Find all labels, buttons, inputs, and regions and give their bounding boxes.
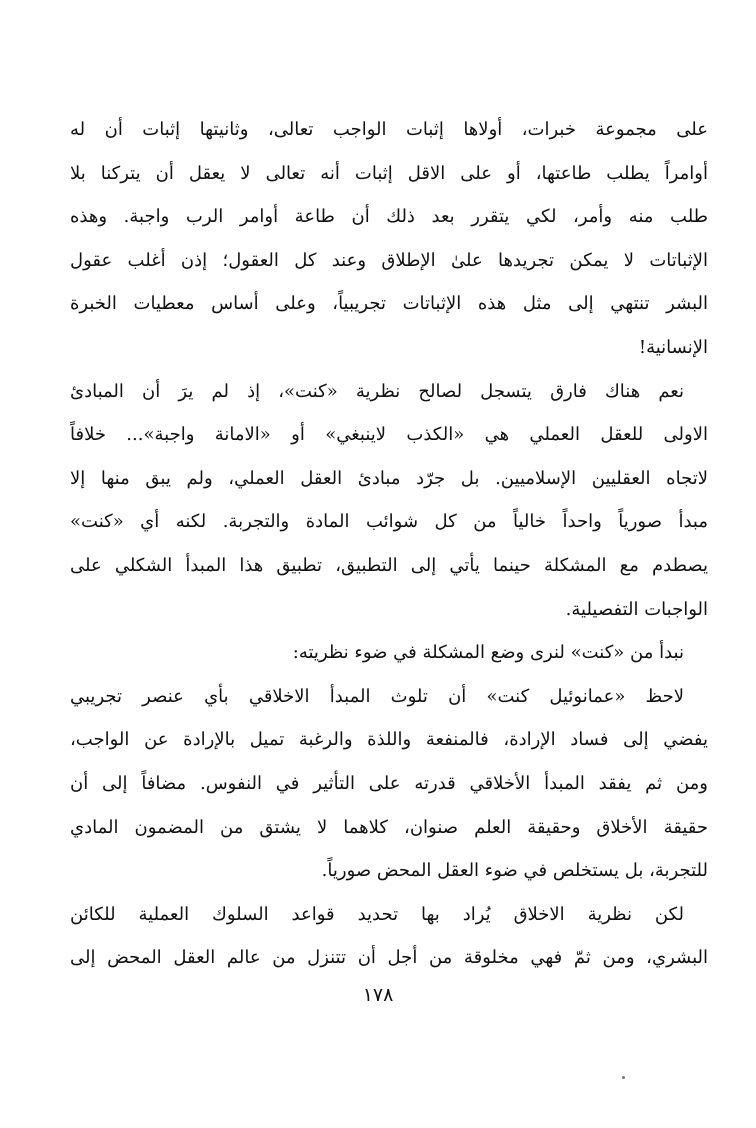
text-line: الواجبات التفصيلية. [565, 598, 708, 620]
text-line: للتجربة، بل يستخلص في ضوء العقل المحض صورياً. [321, 860, 708, 882]
text-line: ومن ثم يفقد المبدأ الأخلاقي قدرته على التأثير في النفوس. مضافاً إلى أن [70, 772, 708, 794]
scan-speck [622, 1076, 625, 1079]
text-line: يصطدم مع المشكلة حينما يأتي إلى التطبيق، تطبيق هذا المبدأ الشكلي على [70, 554, 708, 576]
text-line: البشري، ومن ثمّ فهي مخلوقة من أجل أن تتنزل من عالم العقل المحض إلى [70, 947, 708, 969]
text-line: الإنسانية! [638, 336, 708, 358]
paragraph-4 [70, 675, 708, 893]
page-number: ١٧٨ [362, 984, 394, 1006]
paragraph-1 [70, 108, 708, 370]
text-line: مبدأ صورياً واحداً خالياً من كل شوائب المادة والتجربة. لكنه أي «كنت» [70, 511, 708, 533]
text-line: حقيقة الأخلاق وحقيقة العلم صنوان، كلاهما لا يشتق من المضمون المادي [70, 816, 708, 838]
paragraph-5 [70, 893, 708, 980]
body-text [70, 108, 708, 980]
text-line: الاولى للعقل العملي هي «الكذب لاينبغي» أو «الامانة واجبة»... خلافاً [70, 424, 708, 446]
text-line: لكن نظرية الاخلاق يُراد بها تحديد قواعد السلوك العملية للكائن [70, 903, 684, 925]
text-line: لاتجاه العقليين الإسلاميين. بل جرّد مبادئ العقل العملي، ولم يبق منها إلا [70, 467, 708, 489]
paragraph-2 [70, 370, 708, 632]
paragraph-3 [70, 631, 708, 675]
text-line: الإثباتات لا يمكن تجريدها علىٰ الإطلاق وعند كل العقول؛ إذن أغلب عقول [70, 249, 708, 271]
text-line: أوامراً يطلب طاعتها، أو على الاقل إثبات أنه تعالى لا يعقل أن يتركنا بلا [70, 162, 708, 184]
text-line: يفضي إلى فساد الإرادة، فالمنفعة واللذة والرغبة تميل بالإرادة عن الواجب، [70, 729, 708, 751]
text-line: لاحظ «عمانوئيل كنت» أن تلوث المبدأ الاخلاقي بأي عنصر تجريبي [70, 685, 684, 707]
text-line: نعم هناك فارق يتسجل لصالح نظرية «كنت»، إذ لم يرَ أن المبادئ [70, 380, 684, 402]
text-line: على مجموعة خبرات، أولاها إثبات الواجب تعالى، وثانيتها إثبات أن له [70, 119, 708, 140]
text-line: البشر تنتهي إلى مثل هذه الإثباتات تجريبياً، وعلى أساس معطيات الخبرة [70, 293, 708, 315]
text-line: طلب منه وأمر، لكي يتقرر بعد ذلك أن طاعة أوامر الرب واجبة. وهذه [70, 206, 708, 228]
text-line: نبدأ من «كنت» لنرى وضع المشكلة في ضوء نظريته: [292, 642, 684, 664]
